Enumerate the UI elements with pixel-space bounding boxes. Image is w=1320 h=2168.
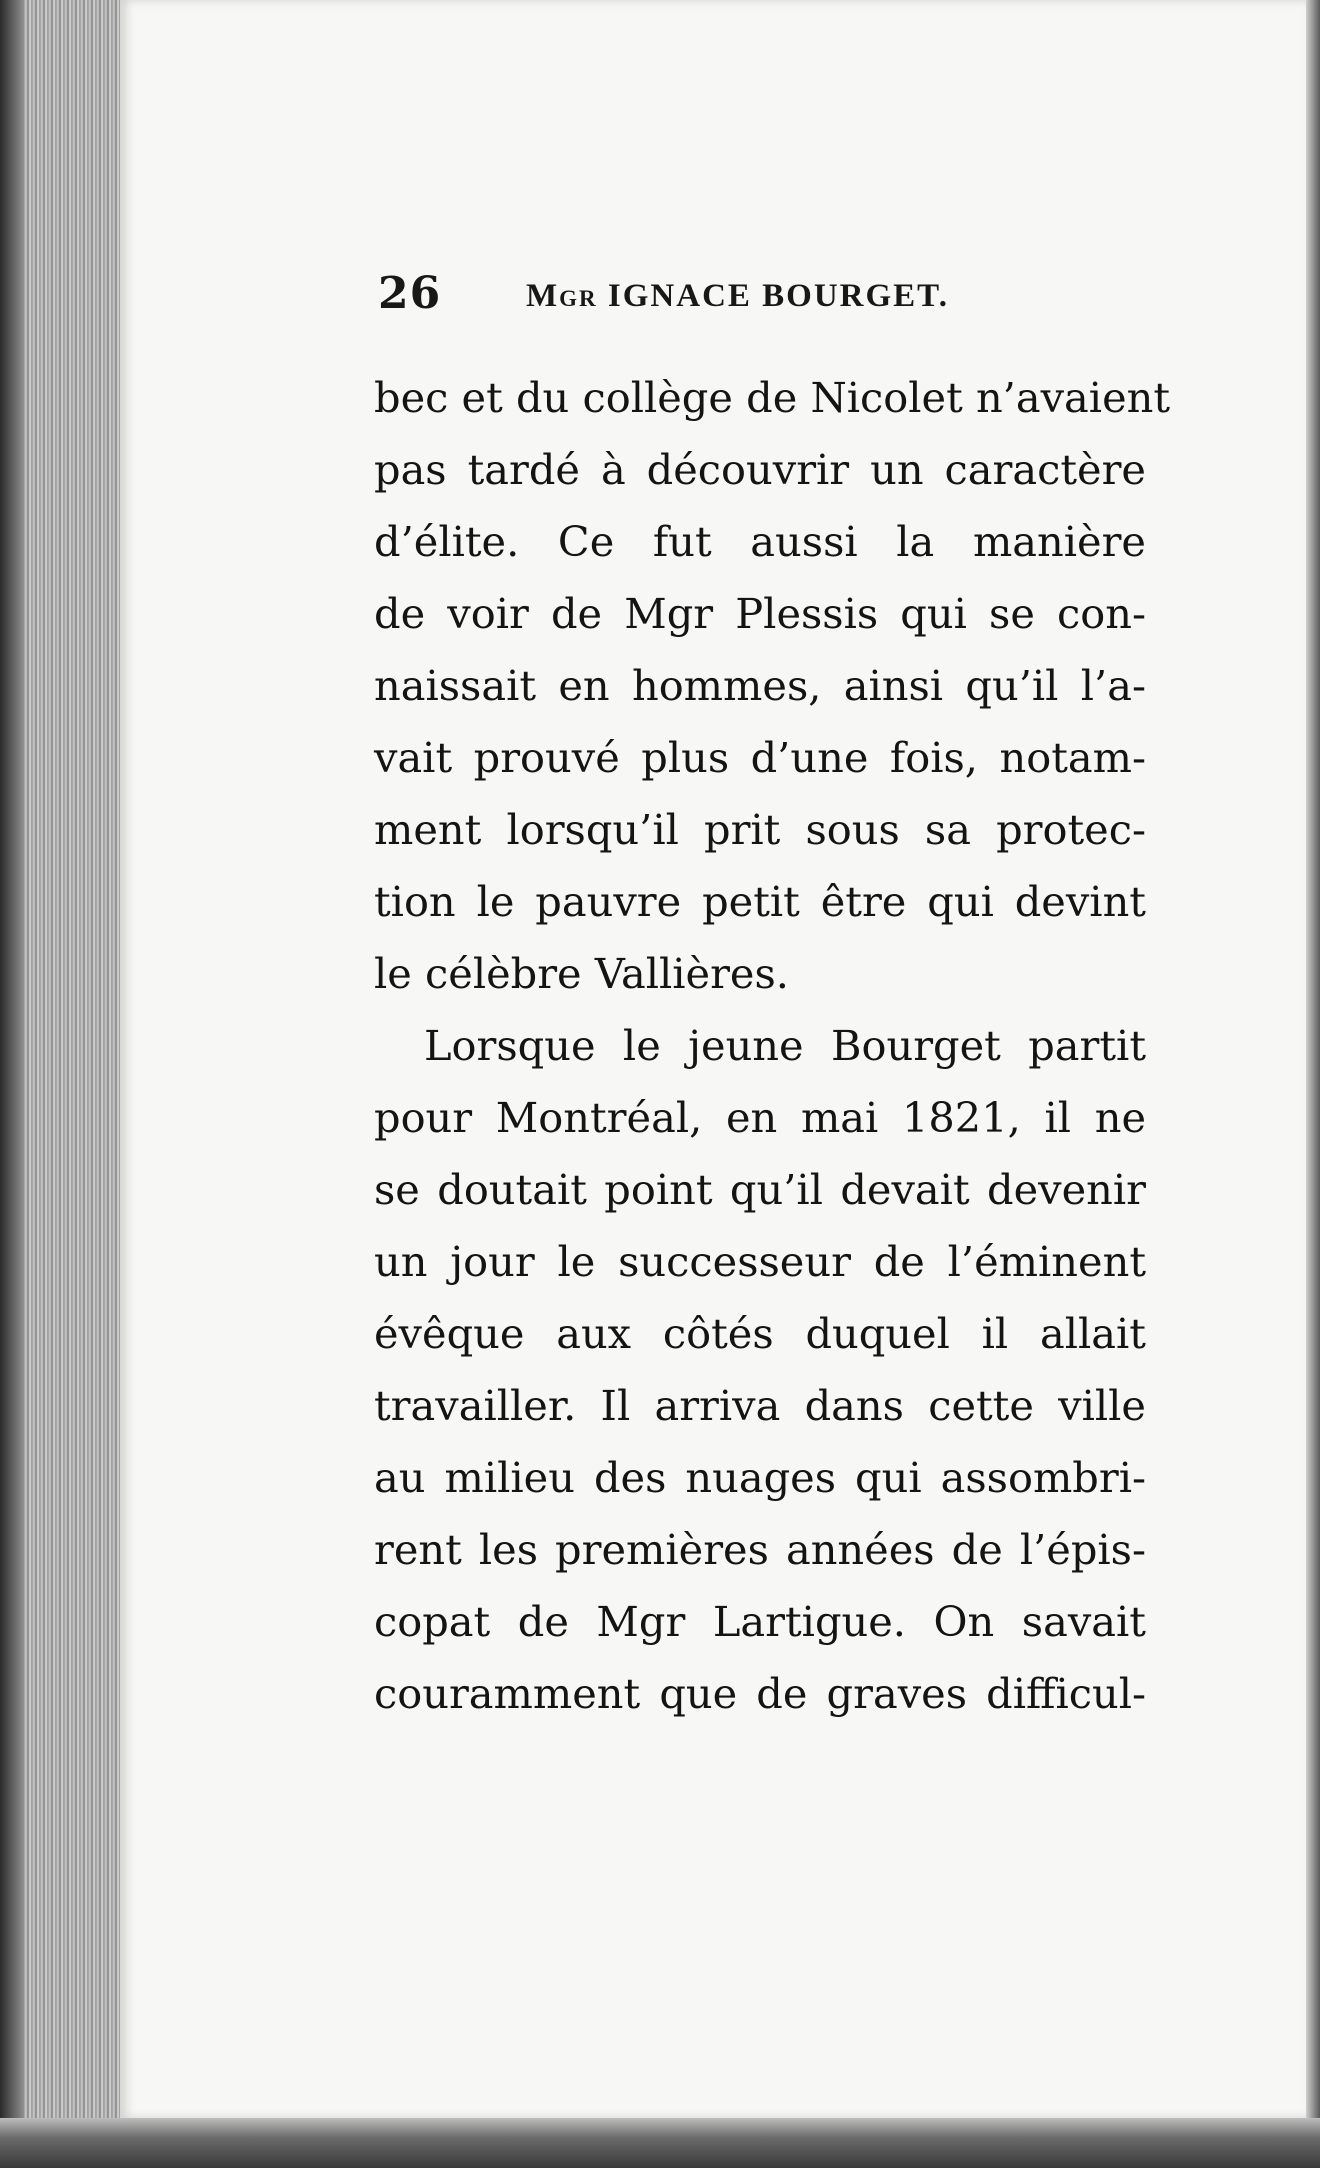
text-line: pour Montréal, en mai 1821, il ne <box>374 1093 1146 1142</box>
text-line: rent les premières années de l’épis- <box>374 1525 1146 1574</box>
book-spine-shadow <box>0 0 26 2168</box>
text-line: naissait en hommes, ainsi qu’il l’a- <box>374 661 1146 710</box>
text-line: se doutait point qu’il devait devenir <box>374 1165 1146 1214</box>
body-text <box>374 362 1171 1730</box>
text-line: Lorsque le jeune Bourget partit <box>424 1021 1146 1070</box>
running-title: Mgr IGNACE BOURGET. <box>526 278 949 314</box>
page-number: 26 <box>378 268 442 319</box>
text-line: au milieu des nuages qui assombri- <box>374 1453 1146 1502</box>
text-line: un jour le successeur de l’éminent <box>374 1237 1146 1286</box>
text-line: tion le pauvre petit être qui devint <box>374 877 1146 926</box>
text-line: bec et du collège de Nicolet n’avaient <box>374 373 1171 422</box>
paragraph <box>374 362 1171 1010</box>
text-line: le célèbre Vallières. <box>374 949 789 998</box>
paragraph <box>374 1010 1146 1730</box>
right-scan-border <box>1306 0 1320 2168</box>
text-line: ment lorsqu’il prit sous sa protec- <box>374 805 1146 854</box>
text-line: vait prouvé plus d’une fois, notam- <box>374 733 1146 782</box>
text-line: évêque aux côtés duquel il allait <box>374 1309 1146 1358</box>
running-header <box>378 268 1138 319</box>
text-line: copat de Mgr Lartigue. On savait <box>374 1597 1146 1646</box>
text-line: d’élite. Ce fut aussi la manière <box>374 517 1146 566</box>
text-line: couramment que de graves difficul- <box>374 1669 1146 1718</box>
text-line: pas tardé à découvrir un caractère <box>374 445 1146 494</box>
text-line: de voir de Mgr Plessis qui se con- <box>374 589 1146 638</box>
page-edges <box>24 0 124 2140</box>
text-line: travailler. Il arriva dans cette ville <box>374 1381 1146 1430</box>
bottom-scan-border <box>0 2118 1320 2168</box>
